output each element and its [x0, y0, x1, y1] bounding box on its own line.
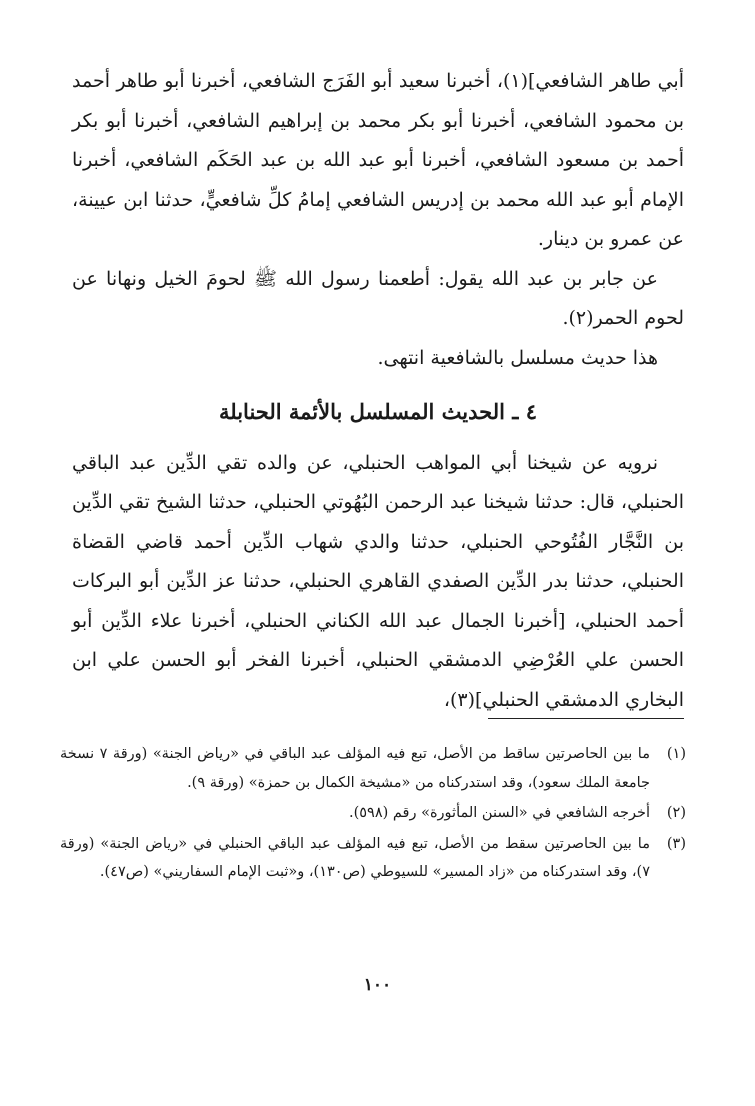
footnote-number: (١) [666, 746, 686, 762]
footnote-item [60, 740, 686, 797]
main-text [72, 62, 684, 720]
page-number: ١٠٠ [363, 975, 392, 995]
footnote-item [60, 799, 686, 828]
paragraph-isnad-shafii: أبي طاهر الشافعي](١)، أخبرنا سعيد أبو الفَرَج الشافعي، أخبرنا أبو طاهر أحمد بن محمود الشافعي، أخبرنا أبو بكر محمد بن إبراهيم الشافعي، أخبرنا أبو بكر أحمد بن مسعود الشافعي، أخبرنا أبو عبد الله بن عبد الحَكَم الشافعي، أخبرنا الإمام أبو عبد الله محمد بن إدريس الشافعي إمامُ كلِّ شافعيٍّ، حدثنا ابن عيينة، عن عمرو بن دينار. [72, 70, 684, 250]
footnote-number: (٣) [666, 835, 686, 852]
footnote-item [60, 830, 686, 887]
footnote-text: ما بين الحاصرتين سقط من الأصل، تبع فيه المؤلف عبد الباقي الحنبلي في «رياض الجنة» (ورقة ٧)، وقد استدركناه من «زاد المسير» للسيوطي (ص١٣٠)، و«ثبت الإمام السفاريني» (ص٤٧). [60, 835, 650, 880]
paragraph-closing-note: هذا حديث مسلسل بالشافعية انتهى. [377, 346, 658, 369]
footnote-separator [488, 718, 684, 719]
paragraph-hadith-text: عن جابر بن عبد الله يقول: أطعمنا رسول الله ﷺ لحومَ الخيل ونهانا عن لحوم الحمر(٢). [72, 267, 684, 329]
footnote-text: ما بين الحاصرتين ساقط من الأصل، تبع فيه المؤلف عبد الباقي في «رياض الجنة» (ورقة ٧ نسخة جامعة الملك سعود)، وقد استدركناه من «مشيخة الكمال بن حمزة» (ورقة ٩). [60, 746, 650, 791]
paragraph-isnad-hanbali: نرويه عن شيخنا أبي المواهب الحنبلي، عن والده تقي الدِّين عبد الباقي الحنبلي، قال: حدثنا شيخنا عبد الرحمن البُهُوتي الحنبلي، حدثنا الشيخ تقي الدِّين بن النَّجَّار الفُتُوحي الحنبلي، حدثنا والدي شهاب الدِّين أحمد قاضي القضاة الحنبلي، حدثنا بدر الدِّين الصفدي القاهري الحنبلي، حدثنا عز الدِّين أبو البركات أحمد الحنبلي، [أخبرنا الجمال عبد الله الكناني الحنبلي، أخبرنا علاء الدِّين أبو الحسن علي العُرْضِي الدمشقي الحنبلي، أخبرنا الفخر أبو الحسن علي ابن البخاري الدمشقي الحنبلي](٣)، [72, 451, 684, 711]
section-heading: ٤ ـ الحديث المسلسل بالأئمة الحنابلة [218, 399, 537, 424]
footnote-number: (٢) [666, 805, 686, 821]
footnotes [60, 740, 686, 889]
footnote-text: أخرجه الشافعي في «السنن المأثورة» رقم (٥٩٨). [348, 805, 650, 821]
